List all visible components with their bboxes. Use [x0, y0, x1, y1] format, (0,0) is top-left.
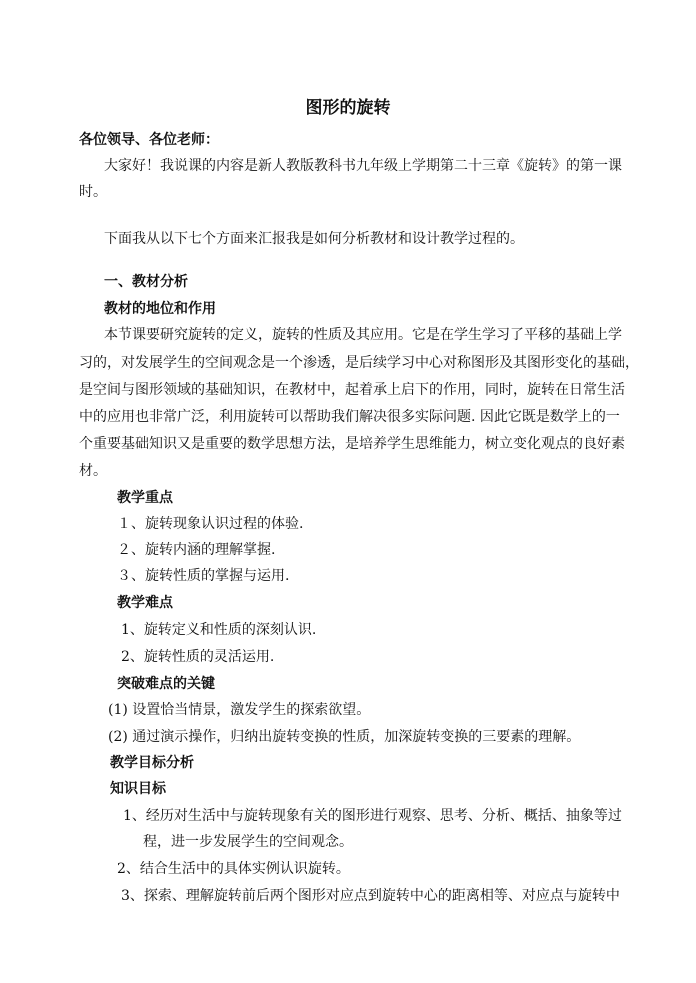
paragraph-line: 习的，对发展学生的空间观念是一个渗透，是后续学习中心对称图形及其图形变化的基础，	[79, 355, 639, 371]
subheading-key-points: 教学重点	[117, 490, 173, 506]
objective-item-continuation: 程，进一步发展学生的空间观念。	[143, 834, 353, 850]
paragraph-line: 材。	[79, 463, 107, 479]
objective-item: 2、结合生活中的具体实例认识旋转。	[117, 861, 350, 877]
paragraph-line: 中的应用也非常广泛，利用旋转可以帮助我们解决很多实际问题. 因此它既是数学上的一	[79, 409, 620, 425]
paragraph-line: 个重要基础知识又是重要的数学思想方法，是培养学生思维能力，树立变化观点的良好素	[79, 436, 625, 452]
document-title: 图形的旋转	[305, 98, 391, 118]
list-item: 2、旋转性质的灵活运用.	[121, 649, 275, 665]
subheading-position-role: 教材的地位和作用	[104, 301, 216, 317]
list-item: ３、旋转性质的掌握与运用.	[117, 568, 290, 584]
objective-item: 3、探索、理解旋转前后两个图形对应点到旋转中心的距离相等、对应点与旋转中	[121, 888, 620, 904]
overview-paragraph: 下面我从以下七个方面来汇报我是如何分析教材和设计教学过程的。	[104, 231, 524, 247]
greeting: 各位领导、各位老师：	[79, 132, 219, 148]
list-item: (2) 通过演示操作，归纳出旋转变换的性质，加深旋转变换的三要素的理解。	[108, 729, 581, 745]
intro-line-1: 大家好！我说课的内容是新人教版教科书九年级上学期第二十三章《旋转》的第一课	[104, 158, 622, 174]
objective-item: 1、经历对生活中与旋转现象有关的图形进行观察、思考、分析、概括、抽象等过	[123, 808, 622, 824]
section-heading-textbook-analysis: 一、教材分析	[104, 274, 188, 290]
subheading-difficulties: 教学难点	[117, 595, 173, 611]
paragraph-line: 是空间与图形领域的基础知识，在教材中，起着承上启下的作用，同时，旋转在日常生活	[79, 382, 625, 398]
list-item: 1、旋转定义和性质的深刻认识.	[121, 622, 317, 638]
paragraph-line: 本节课要研究旋转的定义，旋转的性质及其应用。它是在学生学习了平移的基础上学	[104, 327, 622, 343]
subheading-objectives: 教学目标分析	[110, 755, 194, 771]
intro-line-2: 时。	[79, 184, 107, 200]
subheading-knowledge-objectives: 知识目标	[110, 781, 166, 797]
list-item: １、旋转现象认识过程的体验.	[117, 516, 304, 532]
list-item: ２、旋转内涵的理解掌握.	[117, 542, 276, 558]
subheading-breakthrough: 突破难点的关键	[117, 676, 215, 692]
list-item: (1) 设置恰当情景，激发学生的探索欲望。	[108, 702, 371, 718]
